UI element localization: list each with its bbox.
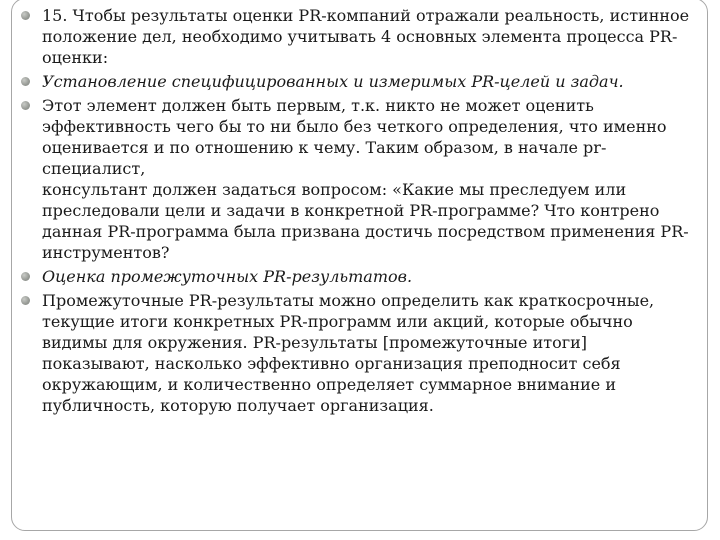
bullet-item-3 xyxy=(18,95,694,263)
bullet-dot-icon xyxy=(21,272,30,281)
bullet-item-4 xyxy=(18,266,694,287)
bullet-item-1 xyxy=(18,5,694,68)
bullet-dot-icon xyxy=(21,77,30,86)
bullet-text-5: Промежуточные PR-результаты можно определить как краткосрочные, текущие итоги конкретных PR-программ или акций, которые обычно видимы для окружения. PR-результаты [промежуточные итоги] показывают, насколько эффективно организация преподносит себя окружающим, и количественно определяет суммарное внимание и публичность, которую получает организация. xyxy=(42,291,655,415)
bullet-text-1: 15. Чтобы результаты оценки PR-компаний отражали реальность, истинное положение дел, необходимо учитывать 4 основных элемента процесса PR- оценки: xyxy=(42,6,690,67)
bullet-item-2 xyxy=(18,71,694,92)
bullet-item-5 xyxy=(18,290,694,416)
bullet-dot-icon xyxy=(21,296,30,305)
bullet-dot-icon xyxy=(21,101,30,110)
bullet-text-4: Оценка промежуточных PR-результатов. xyxy=(42,267,413,286)
slide-content xyxy=(18,5,694,419)
bullet-text-3: Этот элемент должен быть первым, т.к. никто не может оценить эффективность чего бы то ни было без четкого определения, что именно оценивается и по отношению к чему. Таким образом, в начале pr-специалист, консультант должен задаться вопросом: «Какие мы преследуем или преследовали цели и задачи в конкретной PR-программе? Что контрено данная PR-программа была призвана достичь посредством применения PR- инструментов? xyxy=(42,96,689,262)
bullet-text-2: Установление специфицированных и измеримых PR-целей и задач. xyxy=(42,72,624,91)
bullet-dot-icon xyxy=(21,11,30,20)
